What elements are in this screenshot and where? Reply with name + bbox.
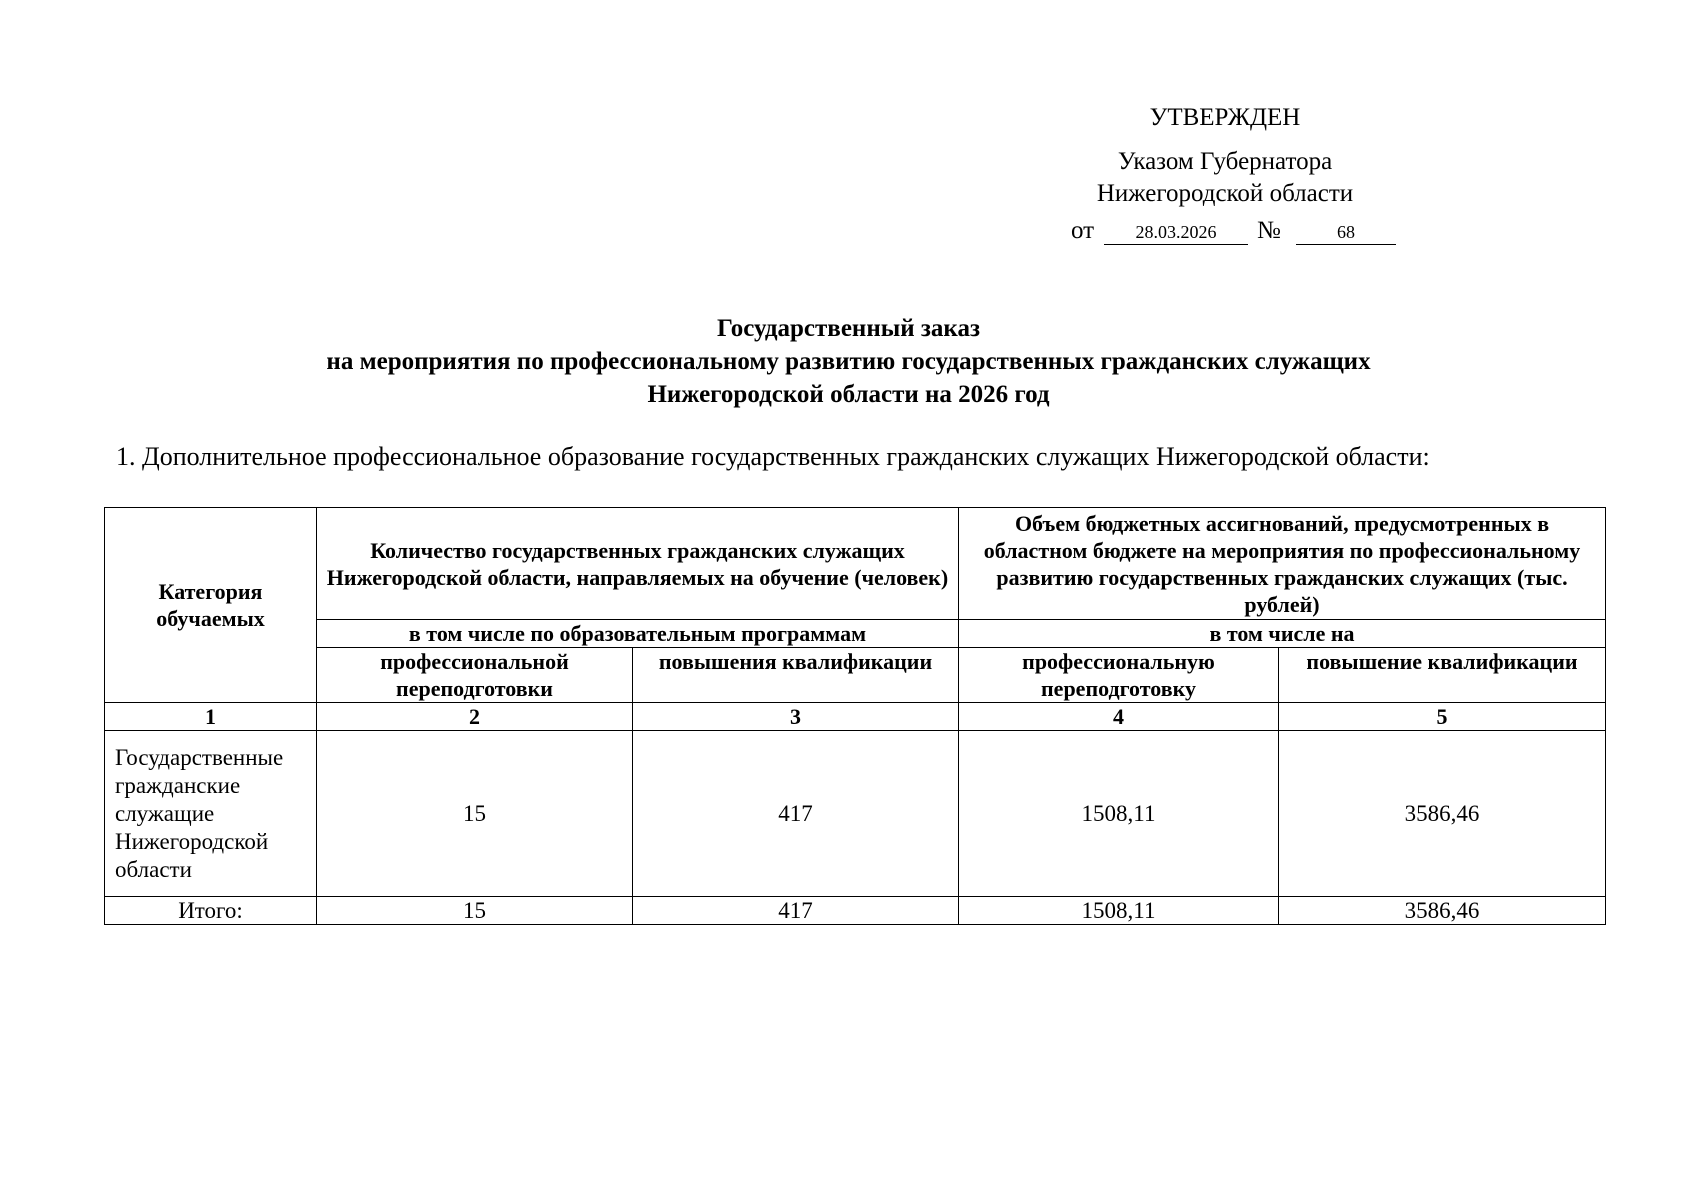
total-retraining-people: 15 [317,897,633,925]
column-number: 2 [317,703,633,731]
column-number: 3 [633,703,959,731]
title-line-1: Государственный заказ [716,315,981,342]
total-qualification-people: 417 [633,897,959,925]
title-line-3: Нижегородской области на 2026 год [647,381,1050,408]
header-col-2: профессиональной переподготовки [317,648,633,703]
header-budget-sub: в том числе на [959,620,1606,648]
section-heading: 1. Дополнительное профессиональное образование государственных гражданских служащих Нижегородской области: [116,442,1430,471]
header-col-3: повышения квалификации [633,648,959,703]
decree-line-1: Указом Губернатора [1117,148,1333,175]
decree-date-field: 28.03.2026 [1104,220,1248,245]
header-category: Категория обучаемых [105,508,317,703]
row-retraining-budget: 1508,11 [959,731,1279,897]
approval-block [1071,96,1370,244]
column-number-row [105,703,1606,731]
state-order-table [104,507,1606,925]
header-row-1 [105,508,1606,620]
header-row-3 [105,648,1606,703]
column-number: 4 [959,703,1279,731]
from-word: от [1071,217,1095,244]
title-line-2: на мероприятия по профессиональному развитию государственных гражданских служащих [326,348,1371,375]
total-row [105,897,1606,925]
approved-stamp-text: УТВЕРЖДЕН [1149,104,1301,131]
document-title [0,312,1697,411]
row-qualification-people: 417 [633,731,959,897]
decree-date-row [1071,214,1401,248]
total-qualification-budget: 3586,46 [1279,897,1606,925]
header-budget: Объем бюджетных ассигнований, предусмотренных в областном бюджете на мероприятия по профессиональному развитию государственных гражданских служащих (тыс. рублей) [959,508,1606,620]
row-retraining-people: 15 [317,731,633,897]
row-category: Государственные гражданские служащие Нижегородской области [105,731,317,897]
header-count-sub: в том числе по образовательным программам [317,620,959,648]
decree-line-2: Нижегородской области [1096,180,1354,207]
header-row-2 [105,620,1606,648]
column-number: 1 [105,703,317,731]
table-row [105,731,1606,897]
column-number: 5 [1279,703,1606,731]
decree-number-field: 68 [1296,220,1396,245]
row-qualification-budget: 3586,46 [1279,731,1606,897]
total-label: Итого: [105,897,317,925]
header-col-5: повышение квалификации [1279,648,1606,703]
header-count: Количество государственных гражданских служащих Нижегородской области, направляемых на обучение (человек) [317,508,959,620]
number-sign: № [1257,217,1281,244]
total-retraining-budget: 1508,11 [959,897,1279,925]
header-col-4: профессиональную переподготовку [959,648,1279,703]
